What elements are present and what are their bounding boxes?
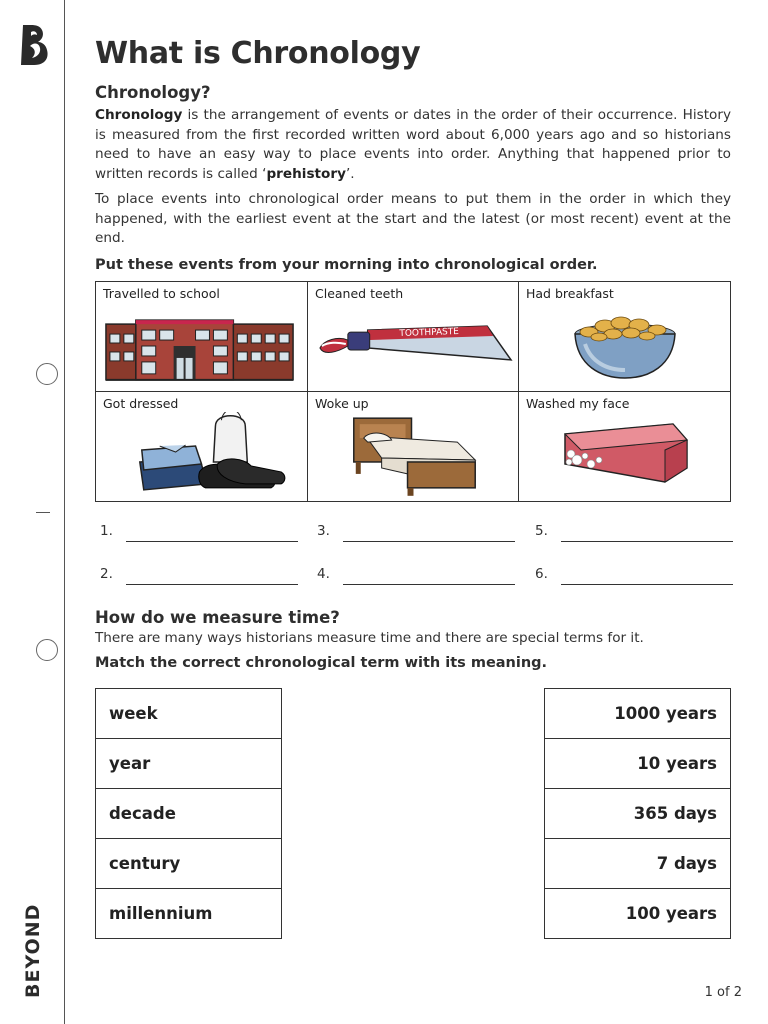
event-label: Cleaned teeth [315,286,404,301]
bed-icon [308,412,518,500]
term-box[interactable]: millennium [95,888,282,939]
event-cell [519,282,730,392]
event-cell [519,392,730,501]
answer-number: 1. [100,523,113,539]
binder-hole [36,639,58,661]
binder-hole [36,363,58,385]
terms-column [95,689,282,939]
event-label: Got dressed [103,396,179,411]
event-label: Had breakfast [526,286,614,301]
answer-number: 6. [535,566,548,582]
bold-term: Chronology [95,107,183,123]
answer-line[interactable] [126,584,298,585]
answer-line[interactable] [561,541,733,542]
answer-line[interactable] [343,541,515,542]
toothpaste-brand: TOOTHPASTE [399,326,460,340]
meaning-box[interactable]: 100 years [544,888,731,939]
paragraph: To place events into chronological order means to put them in the order in which they happened, with the earliest event at the start and the latest (or most recent) event at the end. [95,191,731,246]
paragraph-text: is the arrangement of events or dates in the order of their occurrence. History is measured from the first recorded written word about 6,000 years ago and so historians need to have an easy way to place events into order. Anything that happened prior to written records is called ‘ [95,107,731,182]
event-cell [96,282,308,392]
answer-number: 5. [535,523,548,539]
meaning-box[interactable]: 10 years [544,738,731,789]
term-box[interactable]: decade [95,788,282,839]
paragraph [95,106,731,184]
margin-line [64,0,65,1024]
paragraph: There are many ways historians measure time and there are special terms for it. [95,630,644,646]
paragraph-text: ’. [345,165,355,182]
answer-number: 3. [317,523,330,539]
meaning-box[interactable]: 365 days [544,788,731,839]
toothpaste-icon [308,302,518,390]
school-building-icon [96,302,307,390]
instruction: Put these events from your morning into chronological order. [95,256,598,273]
answer-line[interactable] [561,584,733,585]
event-cell [308,282,519,392]
term-box[interactable]: year [95,738,282,789]
fold-mark [36,512,50,513]
meaning-box[interactable]: 7 days [544,838,731,889]
answer-slot[interactable] [317,566,330,582]
answer-slot[interactable] [100,566,113,582]
event-label: Travelled to school [103,286,220,301]
section-heading: Chronology? [95,83,211,102]
answer-slot[interactable] [535,523,548,539]
instruction: Match the correct chronological term with its meaning. [95,654,548,671]
clothes-icon [96,412,307,500]
brand-text: BEYOND [22,903,44,998]
answer-slot[interactable] [535,566,548,582]
event-cell [308,392,519,501]
beyond-logo-icon [16,24,50,66]
cereal-bowl-icon [519,302,730,390]
term-box[interactable]: century [95,838,282,889]
soap-icon [519,412,730,500]
meanings-column [544,689,731,939]
answer-slot[interactable] [317,523,330,539]
meaning-box[interactable]: 1000 years [544,688,731,739]
answer-slot[interactable] [100,523,113,539]
term-box[interactable]: week [95,688,282,739]
bold-term: prehistory [266,165,346,182]
section-heading: How do we measure time? [95,608,340,627]
measure-time-section [95,608,731,671]
intro-section [95,36,731,273]
event-label: Washed my face [526,396,630,411]
answer-number: 2. [100,566,113,582]
event-cell [96,392,308,501]
answer-line[interactable] [343,584,515,585]
page-number: 1 of 2 [704,985,742,1000]
answer-line[interactable] [126,541,298,542]
answer-number: 4. [317,566,330,582]
event-label: Woke up [315,396,369,411]
events-grid [95,281,731,502]
page-title: What is Chronology [95,36,421,71]
